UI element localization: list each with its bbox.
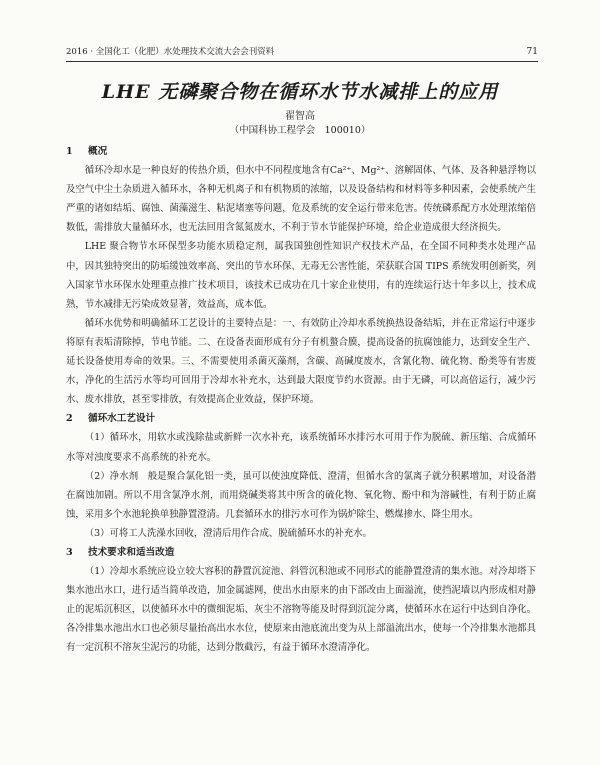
running-header <box>66 46 538 62</box>
section-heading <box>66 142 536 161</box>
section-number: 2 <box>66 413 73 425</box>
article-author: 翟智高 <box>285 111 315 122</box>
author-affiliation: （中国科协工程学会 100010） <box>229 125 371 136</box>
section-number: 3 <box>66 546 73 558</box>
section-heading <box>66 543 536 562</box>
section-heading <box>66 409 536 428</box>
article-body <box>66 142 536 658</box>
page-number: 71 <box>526 47 538 57</box>
section-title: 循环水工艺设计 <box>88 413 156 425</box>
paragraph: 循环水优势和明确循环工艺设计的主要特点是：一、有效防止冷却水系统换热设备结垢，并在正常运行中逐步将原有表垢清除掉，节电节能。二、在设备表面形成有分子有机螯合膜，提高设备的抗腐蚀能力，达到安全生产、延长设备使用寿命的效果。三、不需要使用杀菌灭藻剂，含碳、高碱度废水，含氰化物、硫化物、酚类等有害废水，净化的生活污水等均可回用于冷却水补充水，达到最大限度节约水资源。由于无磷，可以高倍运行，减少污水、废水排放，甚至零排放，有效提高企业效益，保护环境。 <box>66 317 536 406</box>
article-title: LHE 无磷聚合物在循环水节水减排上的应用 <box>101 81 499 103</box>
section-title: 概况 <box>88 146 108 157</box>
section-title: 技术要求和适当改造 <box>88 546 175 558</box>
paragraph: （2）净水剂 般是聚合氯化铝一类，虽可以使浊度降低、澄清，但循水含的氯离子就分积累增加，对设备潜在腐蚀加剧。所以不用含氯净水剂，而用烧碱类将其中所含的硫化物、氧化物、酚中和为溶碱性，有利于防止腐蚀，采用多个水池轮换单独静置澄清。几套循环水的排污水可作为锅炉除尘、燃煤掺水、降尘用水。 <box>66 470 536 520</box>
paragraph: （1）冷却水系统应设立较大容积的静置沉淀池、斜管沉积池或不同形式的能静置澄清的集水池。对冷却塔下集水池出水口，进行适当简单改造，加金属滤网，使出水由原来的由下部改由上面溢流，使挡泥墙以内形成相对静止的泥垢沉积区，以使循环水中的微细泥垢、灰尘不溶物等能及时得到沉淀分离，使循环水在运行中达到自净化。各冷排集水池出水口也必须尽量抬高出水水位，使原来由池底流出变为从上部溢流出水，使每一个冷排集水池都具有一定沉积不溶灰尘泥污的功能，达到分散截污，有益于循环水澄清净化。 <box>66 566 536 654</box>
paragraph: 循环冷却水是一种良好的传热介质，但水中不同程度地含有Ca²⁺、Mg²⁺、溶解固体、气体、及各种悬浮物以及空气中尘土杂质进入循环水，各种无机离子和有机物质的浓缩，以及设备结构和材料等多种因素，会使系统产生严重的诸如结垢、腐蚀、菌藻滋生、粘泥堵塞等问题，危及系统的安全运行带来危害。传统磷系配方水处理浓缩倍数低，需排放大量循环水，也无法回用含氮氮废水，不利于节水节能保护环境，给企业造成很大经济损失。 <box>66 165 536 234</box>
paragraph: （3）可将工人洗澡水回收，澄清后用作合成、脱硫循环水的补充水。 <box>84 527 373 539</box>
paragraph: （1）循环水，用软水或浅除盐或新鲜一次水补充，该系统循环水排污水可用于作为脱硫、新压缩、合成循环水等对浊度要求不高系统的补充水。 <box>66 432 536 463</box>
paragraph: LHE 聚合物节水环保型多功能水质稳定剂，属我国独创性知识产权技术产品，在全国不同种类水处理产品中，因其独特突出的防垢缓蚀效率高、突出的节水环保、无毒无公害性能，荣获联合国 TIPS 系统发明创新奖，列入国家节水环保水处理重点推广技术项目，该技术已成功在几十家企业使用，有的连续运行达十年多以上，技术成熟，节水减排无污染成效显著，效益高，成本低。 <box>66 241 536 310</box>
section-number: 1 <box>66 146 73 157</box>
running-title: 2016 · 全国化工（化肥）水处理技术交流大会会刊资料 <box>66 47 275 57</box>
